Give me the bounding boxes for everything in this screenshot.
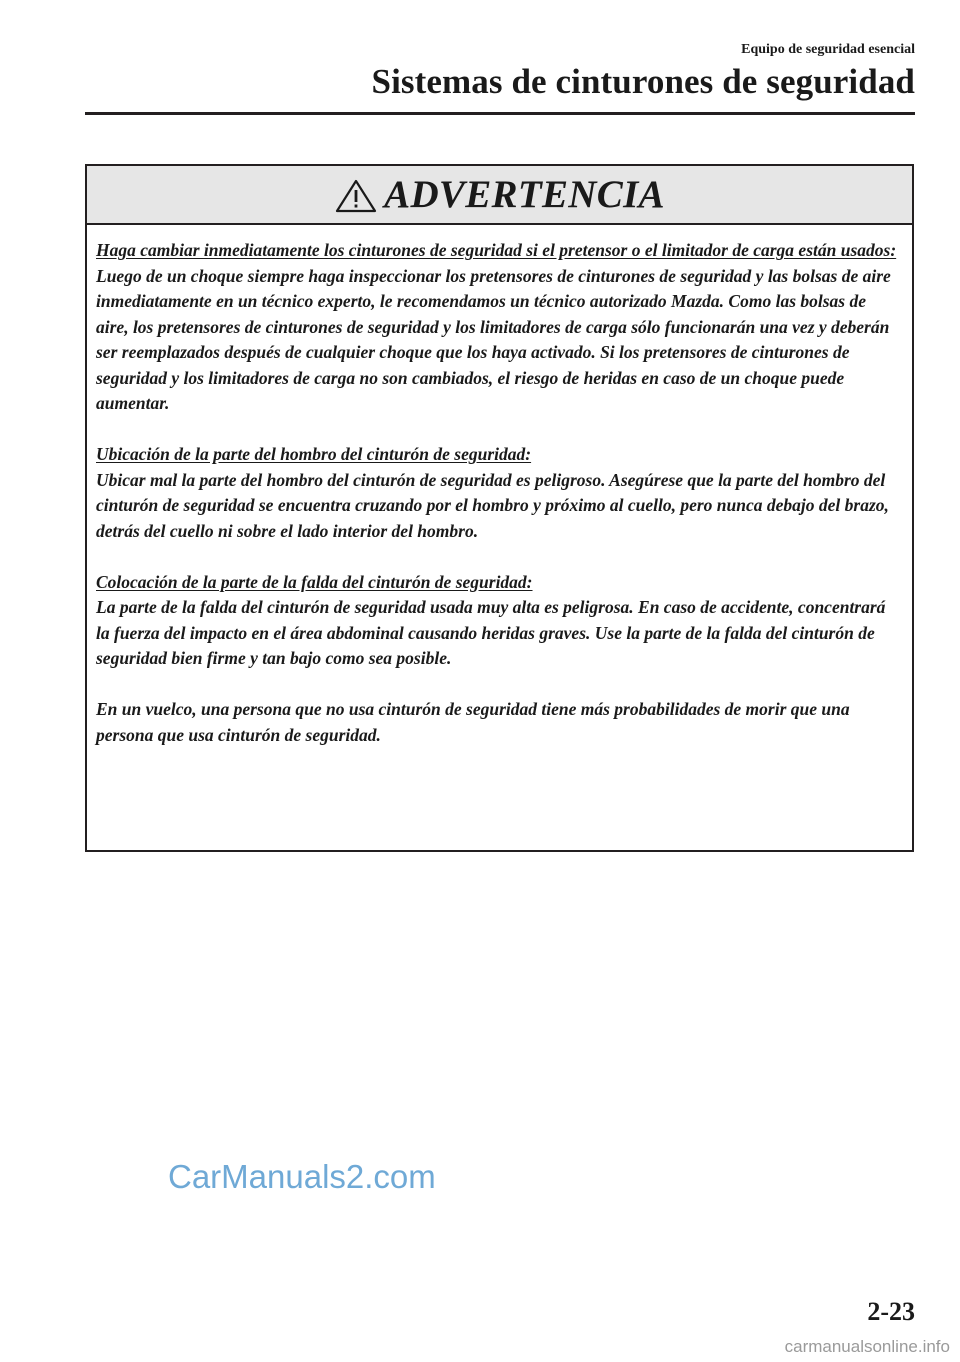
warning-triangle-icon [334, 178, 378, 214]
page-title: Sistemas de cinturones de seguridad [371, 62, 915, 101]
warning-subheading: Ubicación de la parte del hombro del cinturón de seguridad: [96, 444, 532, 464]
footer-watermark: carmanualsonline.info [784, 1337, 950, 1356]
header-divider [85, 112, 915, 115]
warning-subheading: Colocación de la parte de la falda del cinturón de seguridad: [96, 571, 533, 592]
warning-body [87, 225, 912, 748]
warning-paragraph: Luego de un choque siempre haga inspeccionar los pretensores de cinturones de seguridad y las bolsas de aire inmediatamente en un técnico experto, le recomendamos un técnico autorizado Mazda. Como las bolsas de aire, los pretensores de cinturones de seguridad y los limitadores de carga sólo funcionarán una vez y deberán ser reemplazados después de cualquier choque que los haya activado. Si los pretensores de cinturones de seguridad y los limitadores de carga no son cambiados, el riesgo de heridas en caso de un choque puede aumentar. [96, 265, 891, 413]
warning-title: ADVERTENCIA [384, 173, 665, 216]
warning-block-replacement [96, 238, 902, 417]
warning-box [85, 164, 914, 852]
page-number: 2-23 [867, 1297, 915, 1326]
watermark-logo: CarManuals2.com [168, 1158, 436, 1195]
section-label: Equipo de seguridad esencial [741, 42, 915, 57]
warning-block-rollover [96, 697, 902, 748]
warning-header [87, 166, 912, 225]
warning-paragraph: En un vuelco, una persona que no usa cinturón de seguridad tiene más probabilidades de morir que una persona que usa cinturón de seguridad. [96, 699, 850, 745]
warning-paragraph: Ubicar mal la parte del hombro del cinturón de seguridad es peligroso. Asegúrese que la parte del hombro del cinturón de seguridad se encuentra cruzando por el hombro y próximo al cuello, pero nunca debajo del brazo, detrás del cuello ni sobre el lado interior del hombro. [96, 469, 889, 541]
warning-subheading: Haga cambiar inmediatamente los cinturones de seguridad si el pretensor o el limitador de carga están usados: [96, 240, 897, 260]
warning-block-shoulder [96, 442, 902, 544]
warning-paragraph: La parte de la falda del cinturón de seguridad usada muy alta es peligrosa. En caso de accidente, concentrará la fuerza del impacto en el área abdominal causando heridas graves. Use la parte de la falda del cinturón de seguridad bien firme y tan bajo como sea posible. [96, 597, 886, 668]
warning-block-lap [96, 570, 902, 672]
